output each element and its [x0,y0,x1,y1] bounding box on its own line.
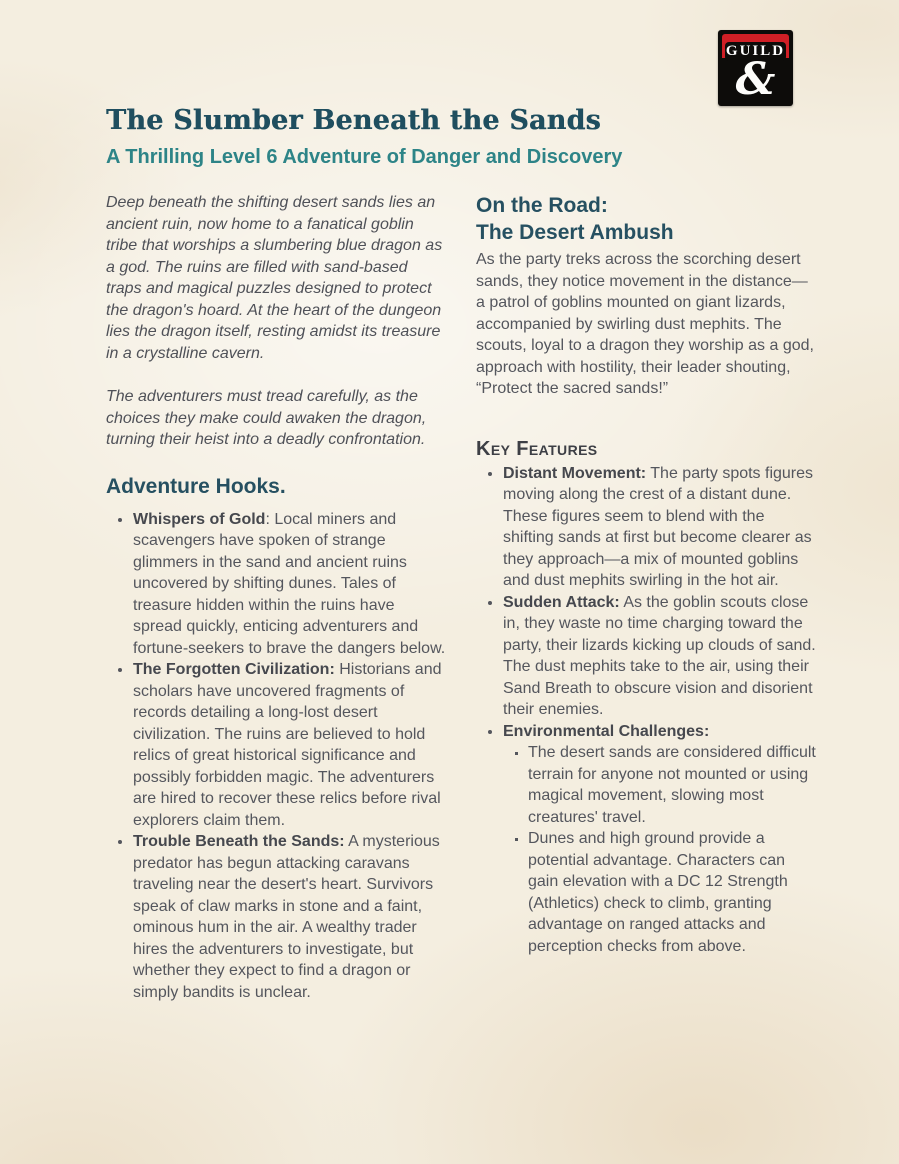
heading-line-1: On the Road: [476,194,608,217]
feature-label: Distant Movement: [503,464,647,482]
page-title: The Slumber Beneath the Sands [106,105,601,136]
page-subtitle: A Thrilling Level 6 Adventure of Danger and Discovery [106,146,623,168]
list-item [133,831,446,1003]
right-column [476,192,816,1003]
hook-label: Whispers of Gold [133,510,266,528]
dragon-ampersand-icon: & [735,54,776,105]
key-features-heading: Key Features [476,437,598,460]
list-item [133,509,446,660]
list-item [503,592,816,721]
feature-text: As the goblin scouts close in, they waste no time charging toward the party, their lizards kicking up clouds of sand. The dust mephits take to the air, using their Sand Breath to obscure vision and disorient their enemies. [503,593,816,718]
feature-label: Environmental Challenges: [503,722,710,740]
sub-list-item: ▪ The desert sands are considered difficult terrain for anyone not mounted or using magical movement, slowing most creatures' travel. [528,742,816,828]
intro-paragraph-2: The adventurers must tread carefully, as the choices they make could awaken the dragon, turning their heist into a deadly confrontation. [106,388,427,448]
two-column-body [106,192,816,1003]
on-the-road-heading [476,192,816,246]
adventure-hooks-list [106,509,446,1004]
hook-label: The Forgotten Civilization: [133,661,335,678]
key-features-list [476,463,816,958]
list-item [503,721,816,958]
left-column [106,192,446,1003]
environmental-challenges-sublist [503,742,816,957]
hook-text: : Local miners and scavengers have spoken of strange glimmers in the sand and ancient ruins uncovered by shifting dunes. Tales of treasure hidden within the ruins have spread quickly, enticing adventurers and fortune-seekers to brave the dangers below. [133,510,446,657]
sub-list-item: ▪ Dunes and high ground provide a potential advantage. Characters can gain elevation with a DC 12 Strength (Athletics) check to climb, granting advantage on ranged attacks and perception checks from above. [528,828,816,957]
list-item [503,463,816,592]
feature-label: Sudden Attack: [503,593,620,611]
road-paragraph: As the party treks across the scorching desert sands, they notice movement in the distance—a patrol of goblins mounted on giant lizards, accompanied by swirling dust mephits. The scouts, loyal to a dragon they worship as a god, approach with hostility, their leader shouting, “Protect the sacred sands!” [476,251,814,397]
hook-label: Trouble Beneath the Sands: [133,833,345,850]
hook-text: A mysterious predator has begun attacking caravans traveling near the desert's heart. Survivors speak of claw marks in stone and a faint, ominous hum in the air. A wealthy trader hires the adventurers to investigate, but whether they expect to find a dragon or simply bandits is unclear. [133,833,440,1001]
intro-paragraph-1: Deep beneath the shifting desert sands lies an ancient ruin, now home to a fanatical goblin tribe that worships a slumbering blue dragon as a god. The ruins are filled with sand-based traps and magical puzzles designed to protect the dragon's hoard. At the heart of the dungeon lies the dragon itself, resting amidst its treasure in a crystalline cavern. [106,194,443,362]
dmsguild-logo [718,30,793,106]
hook-text: Historians and scholars have uncovered fragments of records detailing a long-lost desert civilization. The ruins are believed to hold relics of great historical significance and possibly forbidden magic. The adventurers are hired to recover these relics before rival explorers claim them. [133,661,442,829]
logo-guild-label: GUILD [725,43,786,59]
feature-text: The party spots figures moving along the crest of a distant dune. These figures seem to blend with the shifting sands at first but become clearer as they approach—a mix of mounted goblins and dust mephits swirling in the hot air. [503,464,814,589]
list-item [133,659,446,831]
adventure-hooks-heading: Adventure Hooks. [106,474,286,498]
heading-line-2: The Desert Ambush [476,221,674,244]
